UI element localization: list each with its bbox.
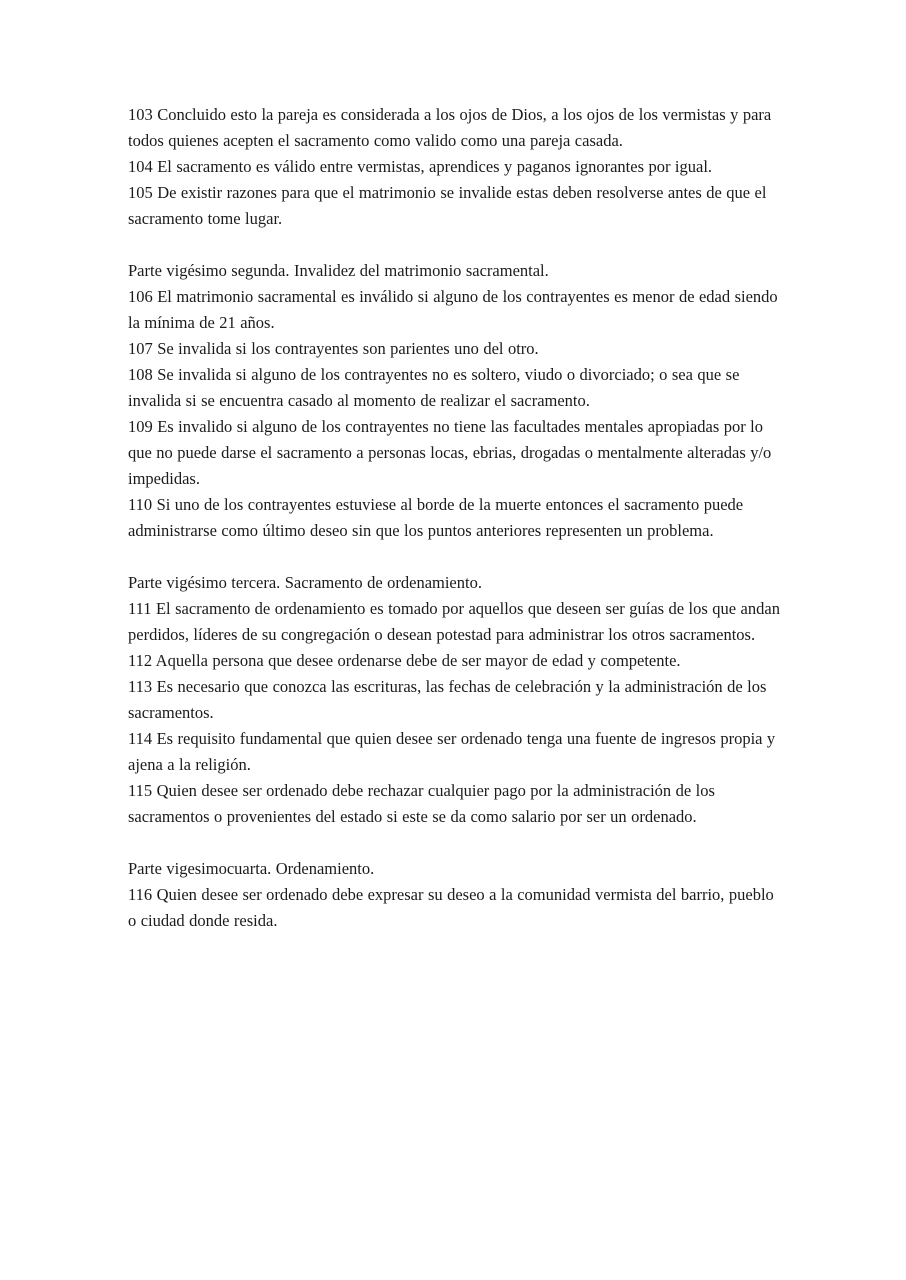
paragraph-114: 114 Es requisito fundamental que quien desee ser ordenado tenga una fuente de ingresos propia y ajena a la religión. bbox=[128, 729, 776, 774]
document-section-3 bbox=[128, 570, 782, 830]
paragraph-108: 108 Se invalida si alguno de los contrayentes no es soltero, viudo o divorciado; o sea que se invalida si se encuentra casado al momento de realizar el sacramento. bbox=[128, 365, 740, 410]
paragraph-105: 105 De existir razones para que el matrimonio se invalide estas deben resolverse antes de que el sacramento tome lugar. bbox=[128, 183, 767, 228]
paragraph-103: 103 Concluido esto la pareja es considerada a los ojos de Dios, a los ojos de los vermistas y para todos quienes acepten el sacramento como valido como una pareja casada. bbox=[128, 105, 772, 150]
paragraph-115: 115 Quien desee ser ordenado debe rechazar cualquier pago por la administración de los sacramentos o provenientes del estado si este se da como salario por ser un ordenado. bbox=[128, 781, 715, 826]
document-section-1 bbox=[128, 102, 782, 232]
document-section-2 bbox=[128, 258, 782, 544]
paragraph-107: 107 Se invalida si los contrayentes son parientes uno del otro. bbox=[128, 339, 539, 358]
paragraph-112: 112 Aquella persona que desee ordenarse debe de ser mayor de edad y competente. bbox=[128, 651, 681, 670]
paragraph-109: 109 Es invalido si alguno de los contrayentes no tiene las facultades mentales apropiadas por lo que no puede darse el sacramento a personas locas, ebrias, drogadas o mentalmente alteradas y/o impedidas. bbox=[128, 417, 772, 488]
section-heading-24: Parte vigesimocuarta. Ordenamiento. bbox=[128, 859, 375, 878]
document-section-4 bbox=[128, 856, 782, 934]
paragraph-113: 113 Es necesario que conozca las escrituras, las fechas de celebración y la administración de los sacramentos. bbox=[128, 677, 767, 722]
section-heading-23: Parte vigésimo tercera. Sacramento de ordenamiento. bbox=[128, 573, 482, 592]
paragraph-106: 106 El matrimonio sacramental es inválido si alguno de los contrayentes es menor de edad siendo la mínima de 21 años. bbox=[128, 287, 778, 332]
paragraph-104: 104 El sacramento es válido entre vermistas, aprendices y paganos ignorantes por igual. bbox=[128, 157, 713, 176]
section-heading-22: Parte vigésimo segunda. Invalidez del matrimonio sacramental. bbox=[128, 261, 549, 280]
paragraph-116: 116 Quien desee ser ordenado debe expresar su deseo a la comunidad vermista del barrio, pueblo o ciudad donde resida. bbox=[128, 885, 774, 930]
paragraph-111: 111 El sacramento de ordenamiento es tomado por aquellos que deseen ser guías de los que andan perdidos, líderes de su congregación o desean potestad para administrar los otros sacramentos. bbox=[128, 599, 780, 644]
paragraph-110: 110 Si uno de los contrayentes estuviese al borde de la muerte entonces el sacramento puede administrarse como último deseo sin que los puntos anteriores representen un problema. bbox=[128, 495, 744, 540]
